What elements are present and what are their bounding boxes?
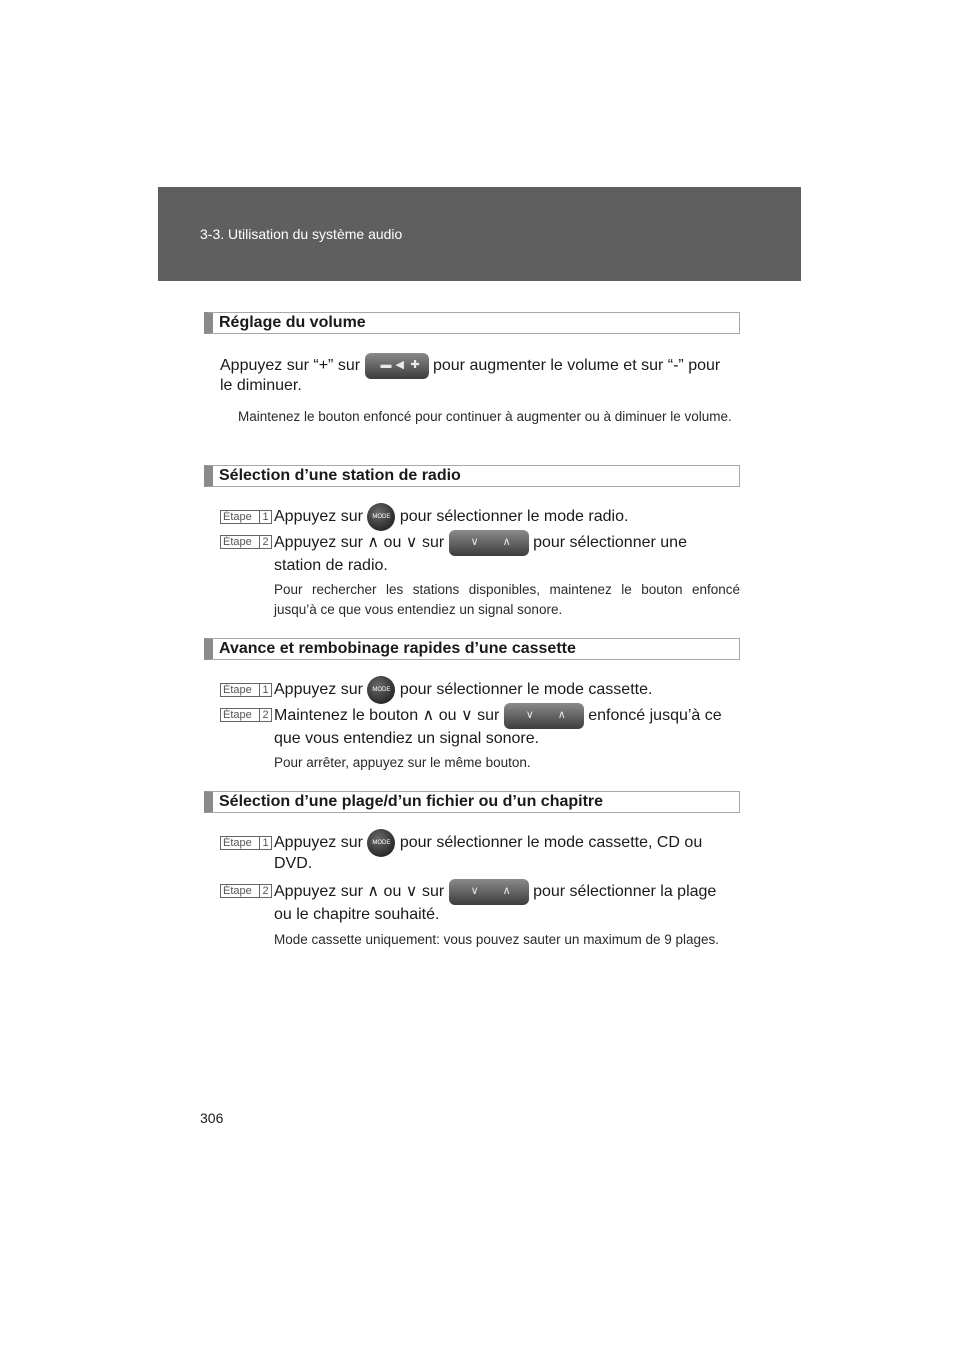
note: Maintenez le bouton enfoncé pour continuer à augmenter ou à diminuer le volume. <box>238 409 732 424</box>
section-heading: Sélection d’une station de radio <box>204 465 740 487</box>
step-badge: Étape 1 <box>220 683 272 697</box>
note: Pour arrêter, appuyez sur le même bouton. <box>274 755 531 770</box>
step-badge: Étape 1 <box>220 510 272 524</box>
step-badge: Étape 2 <box>220 535 272 549</box>
note: Pour rechercher les stations disponibles, maintenez le bouton enfoncé jusqu’à ce que vous entendiez un signal sonore. <box>274 582 740 617</box>
page-number: 306 <box>200 1110 224 1126</box>
volume-text: Appuyez sur “+” sur <box>220 357 361 375</box>
mode-button-icon: MODE <box>367 829 395 857</box>
seek-button-icon: ∨ ∧ <box>449 530 529 556</box>
section-track: Sélection d’une plage/d’un fichier ou d’un chapitre Étape 1 Appuyez sur MODE pour sélectionner le mode cassette, CD ou DVD. Étape 2 Appuyez sur ∧ ou ∨ sur ∨ ∧ pour sélectionner la plage ou le chapitre souhaité. Mode cassette uniquement: vous pouvez sauter un maximum de 9 plages. <box>204 791 740 813</box>
section-heading: Avance et rembobinage rapides d’une cassette <box>204 638 740 660</box>
section-heading: Réglage du volume <box>204 312 740 334</box>
mode-button-icon: MODE <box>367 676 395 704</box>
chapter-header <box>158 187 801 281</box>
section-cassette: Avance et rembobinage rapides d’une cassette Étape 1 Appuyez sur MODE pour sélectionner le mode cassette. Étape 2 Maintenez le bouton ∧ ou ∨ sur ∨ ∧ enfoncé jusqu’à ce que vous entendiez un signal sonore. Pour arrêter, appuyez sur le même bouton. <box>204 638 740 660</box>
section-volume: Réglage du volume Appuyez sur “+” sur ▬ ◀ ✚ pour augmenter le volume et sur “-” pour le diminuer. Maintenez le bouton enfoncé pour continuer à augmenter ou à diminuer le volume. <box>204 312 740 334</box>
volume-button-icon: ▬ ◀ ✚ <box>365 353 429 379</box>
step-badge: Étape 2 <box>220 884 272 898</box>
seek-button-icon: ∨ ∧ <box>504 703 584 729</box>
step-badge: Étape 1 <box>220 836 272 850</box>
section-heading: Sélection d’une plage/d’un fichier ou d’un chapitre <box>204 791 740 813</box>
section-radio: Sélection d’une station de radio Étape 1 Appuyez sur MODE pour sélectionner le mode radio. Étape 2 Appuyez sur ∧ ou ∨ sur ∨ ∧ pour sélectionner une station de radio. Pour rechercher les stations disponibles, maintenez le bouton enfoncé jusqu’à ce que vous entendiez un signal sonore. <box>204 465 740 487</box>
note: Mode cassette uniquement: vous pouvez sauter un maximum de 9 plages. <box>274 932 719 947</box>
step-badge: Étape 2 <box>220 708 272 722</box>
seek-button-icon: ∨ ∧ <box>449 879 529 905</box>
mode-button-icon: MODE <box>367 503 395 531</box>
breadcrumb: 3-3. Utilisation du système audio <box>200 226 403 242</box>
